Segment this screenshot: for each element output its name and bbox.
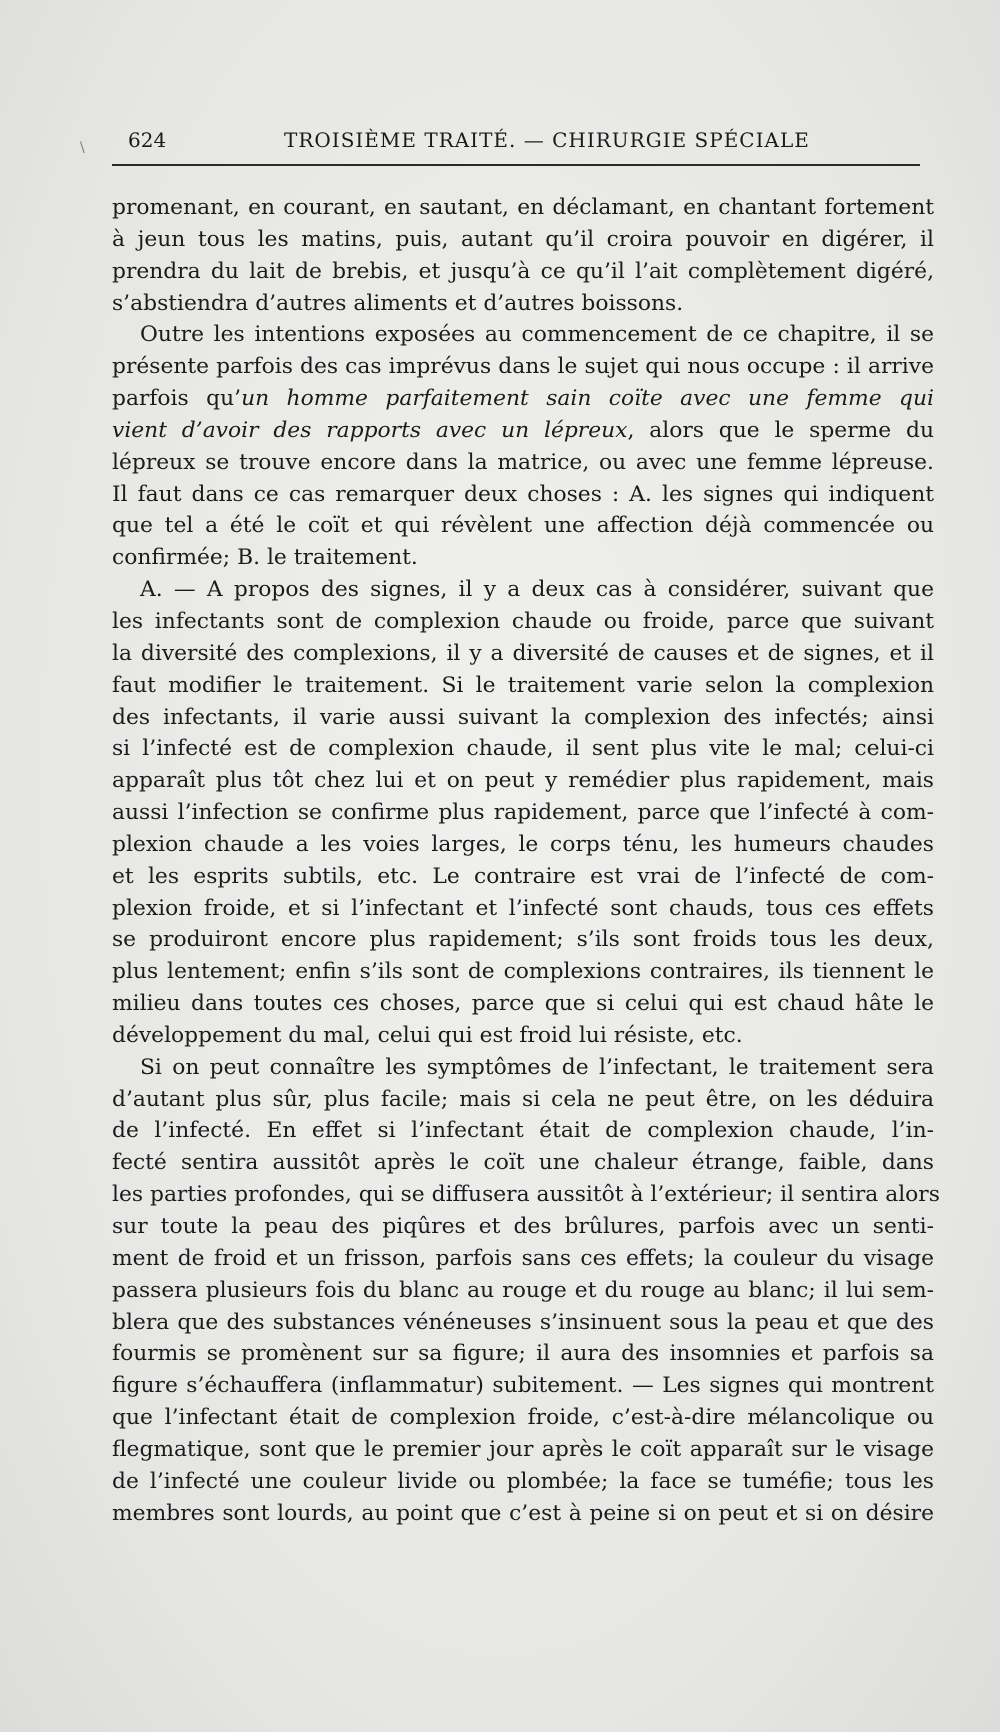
- text-line: faut modifier le traitement. Si le traitement varie selon la complexion: [112, 672, 934, 698]
- text-line: aussi l’infection se confirme plus rapidement, parce que l’infecté à com-: [112, 800, 934, 826]
- text-line: fourmis se promènent sur sa figure; il aura des insomnies et parfois sa: [112, 1341, 934, 1367]
- text-run: parfois qu’: [112, 386, 242, 412]
- text-line: flegmatique, sont que le premier jour après le coït apparaît sur le visage: [112, 1436, 934, 1462]
- text-line: Si on peut connaître les symptômes de l’infectant, le traitement sera: [140, 1054, 934, 1080]
- text-line: de l’infecté. En effet si l’infectant était de complexion chaude, l’in-: [112, 1118, 934, 1144]
- text-line: fecté sentira aussitôt après le coït une chaleur étrange, faible, dans: [112, 1150, 934, 1176]
- page-header: [128, 124, 938, 154]
- text-line: présente parfois des cas imprévus dans le sujet qui nous occupe : il arrive: [112, 354, 934, 380]
- text-line: Outre les intentions exposées au commencement de ce chapitre, il se: [140, 322, 934, 348]
- text-run: , alors que le sperme du: [627, 417, 935, 443]
- text-line: passera plusieurs fois du blanc au rouge et du rouge au blanc; il lui sem-: [112, 1277, 934, 1303]
- text-line: plexion froide, et si l’infectant et l’infecté sont chauds, tous ces effets: [112, 895, 934, 921]
- body-text: [112, 192, 940, 1529]
- text-line: si l’infecté est de complexion chaude, il sent plus vite le mal; celui-ci: [112, 736, 934, 762]
- text-line: la diversité des complexions, il y a diversité de causes et de signes, et il: [112, 640, 934, 666]
- text-line: et les esprits subtils, etc. Le contraire est vrai de l’infecté de com-: [112, 863, 934, 889]
- text-line: [112, 383, 934, 415]
- text-line: [112, 415, 934, 447]
- text-line: ment de froid et un frisson, parfois sans ces effets; la couleur du visage: [112, 1245, 934, 1271]
- text-line: blera que des substances vénéneuses s’insinuent sous la peau et que des: [112, 1309, 934, 1335]
- text-line: de l’infecté une couleur livide ou plombée; la face se tuméfie; tous les: [112, 1468, 934, 1494]
- text-line: prendra du lait de brebis, et jusqu’à ce qu’il l’ait complètement digéré,: [112, 258, 934, 284]
- text-line: se produiront encore plus rapidement; s’ils sont froids tous les deux,: [112, 927, 934, 953]
- text-line: plexion chaude a les voies larges, le corps ténu, les humeurs chaudes: [112, 831, 934, 857]
- running-title: TROISIÈME TRAITÉ. — CHIRURGIE SPÉCIALE: [284, 128, 810, 152]
- italic-run: vient d’avoir des rapports avec un lépreux: [112, 417, 628, 443]
- italic-run: un homme parfaitement sain coïte avec une femme qui: [241, 386, 934, 412]
- header-rule: [112, 164, 920, 166]
- text-line: les infectants sont de complexion chaude ou froide, parce que suivant: [112, 608, 934, 634]
- text-line: lépreux se trouve encore dans la matrice, ou avec une femme lépreuse.: [112, 449, 934, 475]
- text-line: que l’infectant était de complexion froide, c’est-à-dire mélancolique ou: [112, 1405, 934, 1431]
- margin-mark: \: [80, 140, 85, 156]
- text-line: Il faut dans ce cas remarquer deux choses : A. les signes qui indiquent: [112, 481, 934, 507]
- text-line: membres sont lourds, au point que c’est à peine si on peut et si on désire: [112, 1500, 934, 1526]
- text-line: milieu dans toutes ces choses, parce que si celui qui est chaud hâte le: [112, 991, 934, 1017]
- text-line: apparaît plus tôt chez lui et on peut y remédier plus rapidement, mais: [112, 768, 934, 794]
- text-line: développement du mal, celui qui est froid lui résiste, etc.: [112, 1022, 743, 1048]
- text-line: sur toute la peau des piqûres et des brûlures, parfois avec un senti-: [112, 1214, 934, 1239]
- text-line: à jeun tous les matins, puis, autant qu’il croira pouvoir en digérer, il: [112, 226, 934, 252]
- text-line: figure s’échauffera (inflammatur) subitement. — Les signes qui montrent: [112, 1373, 934, 1399]
- text-line: des infectants, il varie aussi suivant la complexion des infectés; ainsi: [112, 704, 934, 730]
- page-number: 624: [128, 128, 167, 152]
- text-line: que tel a été le coït et qui révèlent une affection déjà commencée ou: [112, 513, 934, 539]
- text-line: A. — A propos des signes, il y a deux cas à considérer, suivant que: [140, 577, 934, 603]
- text-line: s’abstiendra d’autres aliments et d’autres boissons.: [112, 290, 684, 316]
- text-line: promenant, en courant, en sautant, en déclamant, en chantant fortement: [112, 195, 934, 220]
- text-line: d’autant plus sûr, plus facile; mais si cela ne peut être, on les déduira: [112, 1086, 934, 1112]
- text-line: plus lentement; enfin s’ils sont de complexions contraires, ils tiennent le: [112, 959, 934, 985]
- text-line: les parties profondes, qui se diffusera aussitôt à l’extérieur; il sentira alors: [112, 1182, 940, 1208]
- text-line: confirmée; B. le traitement.: [112, 545, 418, 571]
